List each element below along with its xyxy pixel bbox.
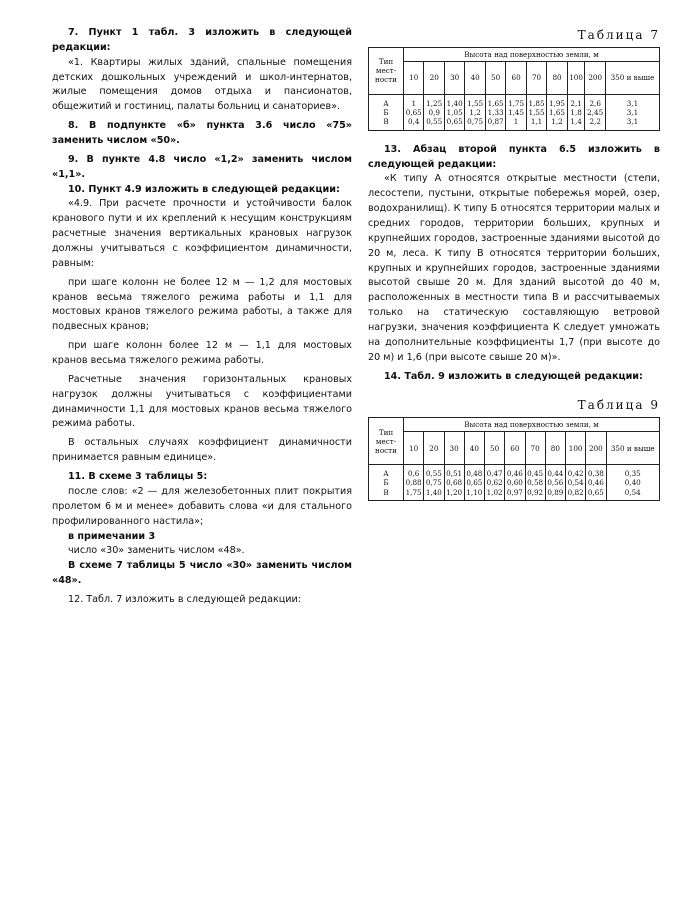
table-9-col-header: 70 — [525, 432, 545, 465]
table-9-type-header: Тип мест-ности — [369, 418, 404, 465]
table-7-height-header: Высота над поверхностью земли, м — [404, 47, 660, 61]
table-9-cell: 0,44 0,56 0,89 — [545, 465, 565, 501]
table-7-caption: Таблица 7 — [577, 28, 660, 42]
table-9-col-header: 80 — [545, 432, 565, 465]
left-column — [52, 26, 352, 608]
item-13-heading: 13. Абзац второй пункта 6.5 изложить в следующей редакции: — [368, 143, 660, 170]
table-7-col-header: 50 — [485, 61, 505, 94]
item-14: 14. Табл. 9 изложить в следующей редакции: — [384, 370, 643, 382]
table-9-height-header: Высота над поверхностью земли, м — [404, 418, 660, 432]
item-10-para-c: при шаге колонн более 12 м — 1,1 для мостовых кранов весьма тяжелого режима работы. — [52, 340, 352, 367]
table-7-cell: 2,6 2,45 2,2 — [585, 94, 605, 130]
table-7-col-header: 80 — [547, 61, 567, 94]
table-9-caption: Таблица 9 — [577, 398, 660, 413]
item-11-para-d: В схеме 7 таблицы 5 число «30» заменить числом «48». — [52, 560, 352, 587]
table-9-col-header: 60 — [505, 432, 525, 465]
item-8: 8. В подпункте «б» пункта 3.6 число «75» заменить числом «50». — [52, 120, 352, 147]
table-9-cell: 0,45 0,58 0,92 — [525, 465, 545, 501]
item-12: 12. Табл. 7 изложить в следующей редакции: — [68, 593, 302, 605]
item-11-heading: 11. В схеме 3 таблицы 5: — [68, 471, 208, 483]
item-7-heading: 7. Пункт 1 табл. 3 изложить в следующей редакции: — [52, 27, 352, 53]
table-9-col-header: 30 — [444, 432, 464, 465]
item-11-para-c: число «30» заменить числом «48». — [68, 545, 245, 557]
table-7-col-header: 30 — [444, 61, 464, 94]
table-7-col-header: 20 — [424, 61, 444, 94]
table-9-cell: 0,47 0,62 1,02 — [485, 465, 505, 501]
item-7-body: «1. Квартиры жилых зданий, спальные помещения детских дошкольных учреждений и школ-интернатов, жилые помещения домов отдыха и пансионатов, общежитий и гостиниц, палаты больниц и санаториев». — [52, 56, 352, 113]
table-9-cell: 0,55 0,75 1,40 — [424, 465, 444, 501]
table-7-cell: 1 0,65 0,4 — [404, 94, 424, 130]
item-11-para-a: после слов: «2 — для железобетонных плит покрытия пролетом 6 м и менее» добавить слова «и для стального профилированного настила»; — [52, 485, 352, 527]
table-9-col-header: 50 — [485, 432, 505, 465]
table-7-cell: 1,95 1,65 1,2 — [547, 94, 567, 130]
table-7-col-header: 10 — [404, 61, 424, 94]
table-7-cell: 1,85 1,55 1,1 — [526, 94, 546, 130]
table-9-cell: 0,6 0,88 1,75 — [404, 465, 424, 501]
table-7 — [368, 47, 660, 131]
table-7-col-header: 200 — [585, 61, 605, 94]
table-7-cell: 1,25 0,9 0,55 — [424, 94, 444, 130]
table-7-col-header: 60 — [506, 61, 526, 94]
table-9-cell: 0,42 0,54 0,82 — [566, 465, 586, 501]
table-9-cell: 0,38 0,46 0,65 — [586, 465, 606, 501]
table-7-cell: 3,1 3,1 3,1 — [605, 94, 659, 130]
table-9 — [368, 417, 660, 501]
table-7-col-header: 350 и выше — [605, 61, 659, 94]
table-7-type-labels: А Б В — [369, 94, 404, 130]
right-column — [368, 26, 660, 501]
item-10-para-a: «4.9. При расчете прочности и устойчивости балок кранового пути и их креплений к несущим конструкциям расчетные значения вертикальных крановых нагрузок должны учитываться с коэффициентом динамичности, равным: — [52, 198, 352, 269]
item-11-para-b: в примечании 3 — [68, 530, 156, 542]
table-7-cell: 1,55 1,2 0,75 — [465, 94, 485, 130]
table-7-col-header: 70 — [526, 61, 546, 94]
item-10-para-e: В остальных случаях коэффициент динамичности принимается равным единице». — [52, 437, 352, 464]
item-10-para-b: при шаге колонн не более 12 м — 1,2 для мостовых кранов весьма тяжелого режима работы и 1,1 для мостовых кранов тяжелого режима работы, а также для подвесных кранов; — [52, 276, 352, 333]
table-9-col-header: 40 — [464, 432, 484, 465]
table-7-cell: 1,65 1,33 0,87 — [485, 94, 505, 130]
table-9-cell: 0,46 0,60 0,97 — [505, 465, 525, 501]
table-9-col-header: 10 — [404, 432, 424, 465]
item-10-para-d: Расчетные значения горизонтальных крановых нагрузок должны учитываться с коэффициентами динамичности 1,1 для мостовых кранов весьма тяжелого режима работы. — [52, 373, 352, 430]
table-7-col-header: 100 — [567, 61, 585, 94]
table-9-type-labels: А Б В — [369, 465, 404, 501]
table-9-col-header: 350 и выше — [606, 432, 660, 465]
table-9-cell: 0,35 0,40 0,54 — [606, 465, 660, 501]
table-9-col-header: 200 — [586, 432, 606, 465]
table-7-cell: 1,75 1,45 1 — [506, 94, 526, 130]
table-7-cell: 2,1 1,8 1,4 — [567, 94, 585, 130]
item-13-body: «К типу А относятся открытые местности (степи, лесостепи, пустыни, открытые побережья морей, озер, водохранилищ). К типу Б относятся территории малых и средних городов, территории больших, крупных и крупнейших городов, застроенные зданиями высотой до 20 м, леса. К типу В относятся территории больших, крупных и крупнейших городов, застроенные зданиями высотой свыше 20 м. Для зданий высотой до 40 м, расположенных в местности типа В и рассчитываемых только на статическую составляющую ветровой нагрузки, значения коэффициента К следует умножать на дополнительные коэффициенты 1,7 (при высоте до 20 м) и 1,6 (при высоте свыше 20 м)». — [368, 173, 660, 363]
table-9-cell: 0,51 0,68 1,20 — [444, 465, 464, 501]
item-9: 9. В пункте 4.8 число «1,2» заменить числом «1,1». — [52, 153, 352, 180]
table-9-cell: 0,48 0,65 1,10 — [464, 465, 484, 501]
table-9-col-header: 20 — [424, 432, 444, 465]
table-7-type-header: Тип мест-ности — [369, 47, 404, 94]
item-10-heading: 10. Пункт 4.9 изложить в следующей редакции: — [68, 183, 340, 195]
table-7-col-header: 40 — [465, 61, 485, 94]
table-7-cell: 1,40 1,05 0,65 — [444, 94, 464, 130]
table-9-col-header: 100 — [566, 432, 586, 465]
